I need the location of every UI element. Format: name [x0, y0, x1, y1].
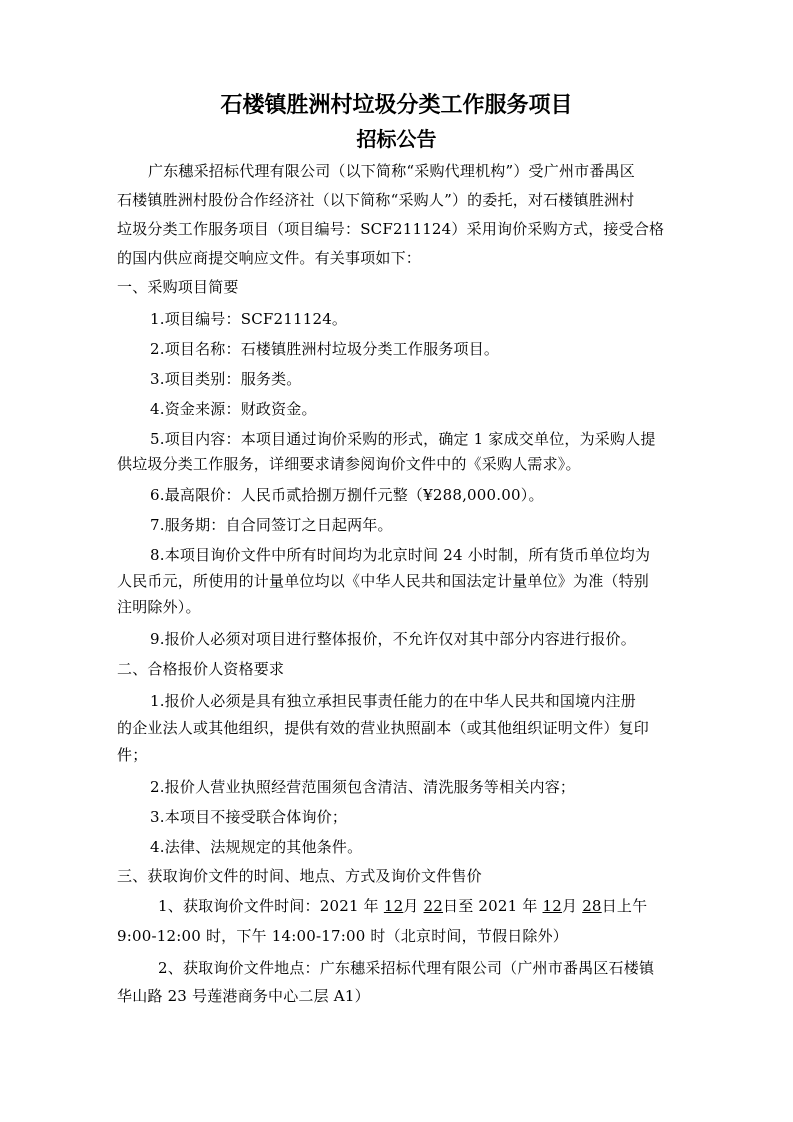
list-item: 2、获取询价文件地点：广东穗采招标代理有限公司（广州市番禺区石楼镇: [158, 959, 655, 977]
date-suffix: 日上午: [601, 897, 648, 915]
start-day: 22: [423, 897, 444, 915]
list-item: 4.法律、法规规定的其他条件。: [150, 838, 363, 856]
list-item: 4.资金来源：财政资金。: [150, 400, 317, 418]
end-day: 28: [582, 897, 602, 915]
list-item: 1.报价人必须是具有独立承担民事责任能力的在中华人民共和国境内注册: [150, 692, 636, 710]
section-heading: 三、获取询价文件的时间、地点、方式及询价文件售价: [117, 867, 482, 885]
intro-line: 垃圾分类工作服务项目（项目编号：SCF211124）采用询价采购方式，接受合格: [117, 220, 665, 238]
list-item: 7.服务期：自合同签订之日起两年。: [150, 516, 393, 534]
list-item-cont: 的企业法人或其他组织，提供有效的营业执照副本（或其他组织证明文件）复印: [117, 719, 650, 737]
list-item: 2.项目名称：石楼镇胜洲村垃圾分类工作服务项目。: [150, 340, 500, 358]
section-heading: 一、采购项目简要: [117, 278, 239, 296]
document-subtitle: 招标公告: [356, 127, 437, 151]
list-item: 5.项目内容：本项目通过询价采购的形式，确定 1 家成交单位，为采购人提: [150, 430, 656, 448]
list-item-cont: 供垃圾分类工作服务，详细要求请参阅询价文件中的《采购人需求》。: [117, 455, 581, 473]
list-item-cont: 华山路 23 号莲港商务中心二层 A1）: [117, 987, 370, 1005]
intro-line: 广东穗采招标代理有限公司（以下简称“采购代理机构”）受广州市番禺区: [148, 162, 635, 180]
list-item: 6.最高限价：人民币贰拾捌万捌仟元整（¥288,000.00）。: [150, 486, 544, 504]
list-item: 2.报价人营业执照经营范围须包含清洁、清洗服务等相关内容；: [150, 778, 576, 796]
list-item-cont: 9:00-12:00 时，下午 14:00-17:00 时（北京时间，节假日除外）: [117, 927, 569, 945]
intro-line: 的国内供应商提交响应文件。有关事项如下：: [117, 249, 422, 267]
list-item-cont: 注明除外）。: [117, 598, 201, 616]
document-title: 石楼镇胜洲村垃圾分类工作服务项目: [220, 92, 573, 118]
date-sep: 月: [562, 897, 583, 915]
list-item-cont: 件；: [117, 746, 148, 764]
date-sep: 月: [403, 897, 424, 915]
end-month: 12: [542, 897, 563, 915]
list-item: 1.项目编号：SCF211124。: [150, 310, 348, 328]
date-sep: 日至 2021 年: [443, 897, 543, 915]
intro-line: 石楼镇胜洲村股份合作经济社（以下简称“采购人”）的委托，对石楼镇胜洲村: [117, 191, 635, 209]
section-heading: 二、合格报价人资格要求: [117, 660, 285, 678]
date-prefix: 1、获取询价文件时间：2021 年: [158, 897, 384, 915]
list-item: 3.项目类别：服务类。: [150, 370, 302, 388]
list-item: 3.本项目不接受联合体询价；: [150, 808, 348, 826]
start-month: 12: [383, 897, 404, 915]
list-item-date: [158, 896, 647, 916]
list-item-cont: 人民币元，所使用的计量单位均以《中华人民共和国法定计量单位》为准（特别: [117, 572, 650, 590]
list-item: 8.本项目询价文件中所有时间均为北京时间 24 小时制，所有货币单位均为: [150, 546, 651, 564]
list-item: 9.报价人必须对项目进行整体报价，不允许仅对其中部分内容进行报价。: [150, 630, 636, 648]
